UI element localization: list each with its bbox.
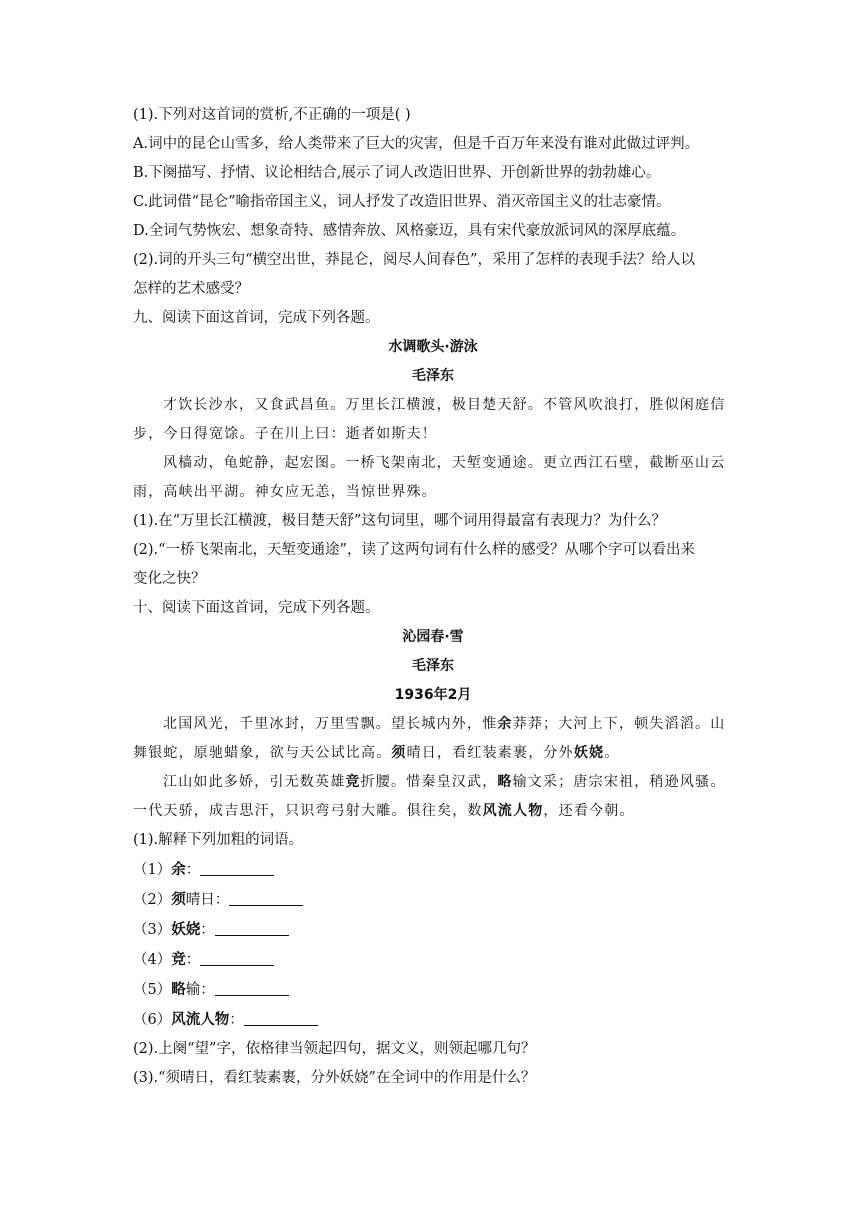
item-number: （5） [133, 982, 172, 998]
answer-item [133, 855, 733, 885]
answer-blank[interactable] [200, 951, 274, 966]
answer-item [133, 1005, 733, 1035]
bold-word: 须 [391, 745, 407, 761]
answer-blank[interactable] [200, 861, 274, 876]
question-10-2: (2).上阕“望”字，依格律当领起四句，据文义，则领起哪几句？ [133, 1041, 536, 1057]
item-number: （6） [133, 1012, 172, 1028]
item-word: 余 [171, 861, 186, 878]
item-suffix: ： [185, 862, 201, 878]
poem-line: 才饮长沙水，又食武昌鱼。万里长江横渡，极目楚天舒。不管风吹浪打，胜似闲庭信 [163, 397, 726, 413]
answer-item [133, 945, 733, 975]
text: 一代天骄，成吉思汗，只识弯弓射大雕。俱往矣，数 [133, 803, 483, 819]
option-d: D.全词气势恢宏、想象奇特、感情奔放、风格豪迈，具有宋代豪放派词风的深厚底蕴。 [133, 223, 686, 239]
item-word: 须 [171, 891, 186, 908]
document-content [133, 101, 733, 1093]
poem-para-1-cont [133, 739, 733, 768]
question-9-1: (1).在“万里长江横渡，极目楚天舒”这句词里，哪个词用得最富有表现力？为什么？ [133, 513, 666, 529]
question-8-1: (1).下列对这首词的赏析,不正确的一项是( ) [133, 107, 411, 123]
bold-word: 余 [497, 716, 513, 732]
poem-para-2 [133, 449, 733, 478]
answer-item [133, 975, 733, 1005]
poem-para-1 [133, 391, 733, 420]
item-word: 风流人物 [171, 1011, 230, 1028]
section-9-heading: 九、阅读下面这首词，完成下列各题。 [133, 310, 380, 326]
bold-word: 妖娆 [573, 745, 605, 761]
poem-title: 沁园春·雪 [402, 629, 464, 645]
bold-word: 风流人物 [482, 803, 544, 819]
answer-item [133, 885, 733, 915]
answer-blank[interactable] [229, 891, 303, 906]
text: 。 [604, 745, 620, 761]
answer-blank[interactable] [215, 921, 289, 936]
item-word: 妖娆 [171, 921, 201, 938]
question-9-2-cont: 变化之快？ [133, 571, 206, 587]
poem-para-1-cont: 步，今日得宽馀。子在川上曰：逝者如斯夫！ [133, 426, 437, 442]
poem-para-2-cont: 雨，高峡出平湖。神女应无恙，当惊世界殊。 [133, 484, 437, 500]
text: 输文采；唐宗宋祖，稍逊风骚。 [512, 774, 726, 790]
section-10-heading: 十、阅读下面这首词，完成下列各题。 [133, 600, 380, 616]
option-a: A.词中的昆仑山雪多，给人类带来了巨大的灾害，但是千百万年来没有谁对此做过评判。 [133, 136, 700, 152]
poem-para-2 [133, 768, 733, 797]
text: 晴日，看红装素裹，分外 [406, 745, 574, 761]
text: 莽莽；大河上下，顿失滔滔。山 [512, 716, 726, 732]
bold-word: 竞 [345, 774, 361, 790]
text: 北国风光，千里冰封，万里雪飘。望长城内外，惟 [163, 716, 498, 732]
text: ，还看今朝。 [543, 803, 635, 819]
item-number: （4） [133, 952, 172, 968]
item-suffix: ： [229, 1012, 244, 1028]
question-10-1: (1).解释下列加粗的词语。 [133, 832, 304, 848]
item-number: （2） [133, 892, 172, 908]
poem-date: 1936年2月 [394, 687, 472, 703]
item-number: （1） [133, 862, 172, 878]
poem-author: 毛泽东 [412, 368, 454, 384]
text: 江山如此多娇，引无数英雄 [163, 774, 346, 790]
poem-line: 风樯动，龟蛇静，起宏图。一桥飞架南北，天堑变通途。更立西江石壁，截断巫山云 [163, 455, 726, 471]
item-suffix: 输： [185, 982, 215, 998]
item-word: 竞 [171, 951, 186, 968]
question-8-2-cont: 怎样的艺术感受？ [133, 281, 249, 297]
question-10-3: (3).“须晴日，看红装素裹，分外妖娆”在全词中的作用是什么？ [133, 1070, 536, 1086]
answer-item [133, 915, 733, 945]
item-suffix: ： [185, 952, 201, 968]
answer-blank[interactable] [215, 981, 289, 996]
poem-para-1 [133, 710, 733, 739]
bold-word: 略 [497, 774, 513, 790]
item-number: （3） [133, 922, 172, 938]
question-8-2: (2).词的开头三句“横空出世，莽昆仑，阅尽人间春色”，采用了怎样的表现手法？给人以 [133, 252, 695, 268]
poem-title: 水调歌头·游泳 [388, 339, 478, 355]
option-b: B.下阕描写、抒情、议论相结合,展示了词人改造旧世界、开创新世界的勃勃雄心。 [133, 165, 661, 181]
poem-author: 毛泽东 [412, 658, 454, 674]
text: 舞银蛇，原驰蜡象，欲与天公试比高。 [133, 745, 392, 761]
item-word: 略 [171, 981, 186, 998]
item-suffix: 晴日： [185, 892, 230, 908]
item-suffix: ： [200, 922, 215, 938]
question-9-2: (2).“一桥飞架南北，天堑变通途”，读了这两句词有什么样的感受？从哪个字可以看出来 [133, 542, 695, 558]
text: 折腰。惜秦皇汉武， [360, 774, 498, 790]
answer-blank[interactable] [244, 1011, 318, 1026]
option-c: C.此词借“昆仑”喻指帝国主义，词人抒发了改造旧世界、消灭帝国主义的壮志豪情。 [133, 194, 671, 210]
poem-para-2-cont [133, 797, 733, 826]
